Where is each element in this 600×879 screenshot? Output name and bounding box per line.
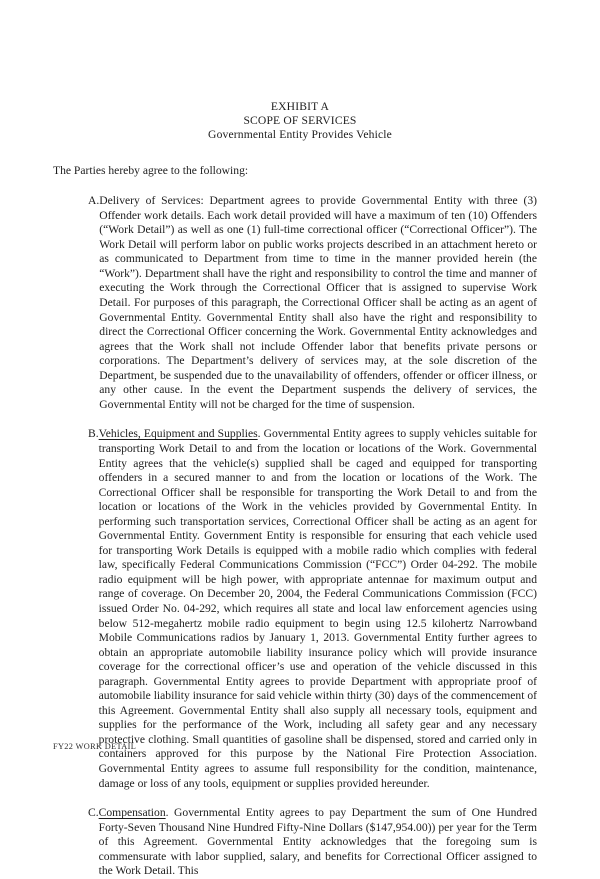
page-footer: FY22 WORK DETAIL <box>53 742 137 751</box>
clause-text: Delivery of Services: Department agrees to provide Governmental Entity with three (3) Offender work details. Each work detail provided will have a maximum of ten (10) Offenders (“Work Detail”) as well as one (1) full-time correctional officer (“Correctional Officer”). The Work Detail will perform labor on public works projects described in an attachment hereto or as communicated to Department from time to time in the manner provided herein (the “Work”). Department shall have the right and responsibility to control the time and manner of executing the Work through the Correctional Officer that is assigned to supervise Work Detail. For purposes of this paragraph, the Correctional Officer shall be acting as an agent of Governmental Entity. Governmental Entity shall also have the right and responsibility to direct the Correctional Officer concerning the Work. Governmental Entity acknowledges and agrees that the Work shall not include Offender labor that benefits private persons or corporations. The Department’s delivery of services may, at the sole discretion of the Department, be suspended due to the unavailability of offenders, offender or officer illness, or any other cause. In the event the Department suspends the delivery of services, the Governmental Entity will not be charged for the time of suspension. <box>99 194 537 411</box>
intro-paragraph: The Parties hereby agree to the following: <box>53 163 249 177</box>
clause-body <box>99 806 537 879</box>
clause-a <box>53 194 537 412</box>
subtitle: Governmental Entity Provides Vehicle <box>208 128 392 142</box>
exhibit-title: EXHIBIT A <box>270 100 330 113</box>
clause-body <box>99 194 537 412</box>
clause-letter: A. <box>88 194 100 208</box>
clause-heading: Vehicles, Equipment and Supplies <box>98 427 258 441</box>
scope-title: SCOPE OF SERVICES <box>243 114 357 128</box>
clause-text: . Governmental Entity agrees to pay Department the sum of One Hundred Forty-Seven Thousand Nine Hundred Fifty-Nine Dollars ($147,954.00)) per year for the Term of this Agreement. Governmental Entity acknowledges that the foregoing sum is commensurate with labor supplied, salary, and benefits for Correctional Officer assigned to the Work Detail. This <box>98 806 537 878</box>
clause-letter: B. <box>88 427 99 441</box>
clause-text: . Governmental Entity agrees to supply vehicles suitable for transporting Work Detail to and from the location or locations of the Work. Governmental Entity agrees that the vehicle(s) supplied shall be caged and equipped for transporting offenders in a secured manner to and from the location or locations of the Work. The Correctional Officer shall be responsible for transporting the Work Detail to and from the location or locations of the Work in the vehicles provided by Governmental Entity. In performing such transportation services, Correctional Officer shall be acting as an agent for Governmental Entity. Government Entity is responsible for ensuring that each vehicle used for transporting Work Details is equipped with a mobile radio which complies with federal law, specifically Federal Communications Commission (“FCC”) Order 04-292. The mobile radio equipment will be high power, with appropriate antennae for maximum output and range of coverage. On December 20, 2004, the Federal Communications Commission (FCC) issued Order No. 04-292, which requires all state and local law enforcement agencies using below 512-megahertz mobile radio equipment to begin using 12.5 kilohertz Narrowband Mobile Communications radios by January 1, 2013. Governmental Entity further agrees to obtain an appropriate automobile liability insurance policy which will provide insurance coverage for the correctional officer’s use and operation of the vehicle discussed in this paragraph. Governmental Entity agrees to provide Department with appropriate proof of automobile liability insurance for said vehicle within thirty (30) days of the commencement of this Agreement. Governmental Entity shall also supply all necessary tools, equipment and supplies for the performance of the Work, including all safety gear and any necessary protective clothing. Small quantities of gasoline shall be dispensed, stored and carried only in containers approved for this purpose by the National Fire Protection Association. Governmental Entity agrees to assume full responsibility for the condition, maintenance, damage or loss of any tools, equipment or supplies provided hereunder. <box>98 427 537 790</box>
clause-body <box>99 427 537 791</box>
document-body <box>0 143 600 879</box>
clause-b <box>53 427 537 791</box>
clause-letter: C. <box>88 806 99 820</box>
clause-c <box>53 806 537 879</box>
clause-heading: Compensation <box>98 806 166 820</box>
document-heading-block <box>0 0 600 143</box>
